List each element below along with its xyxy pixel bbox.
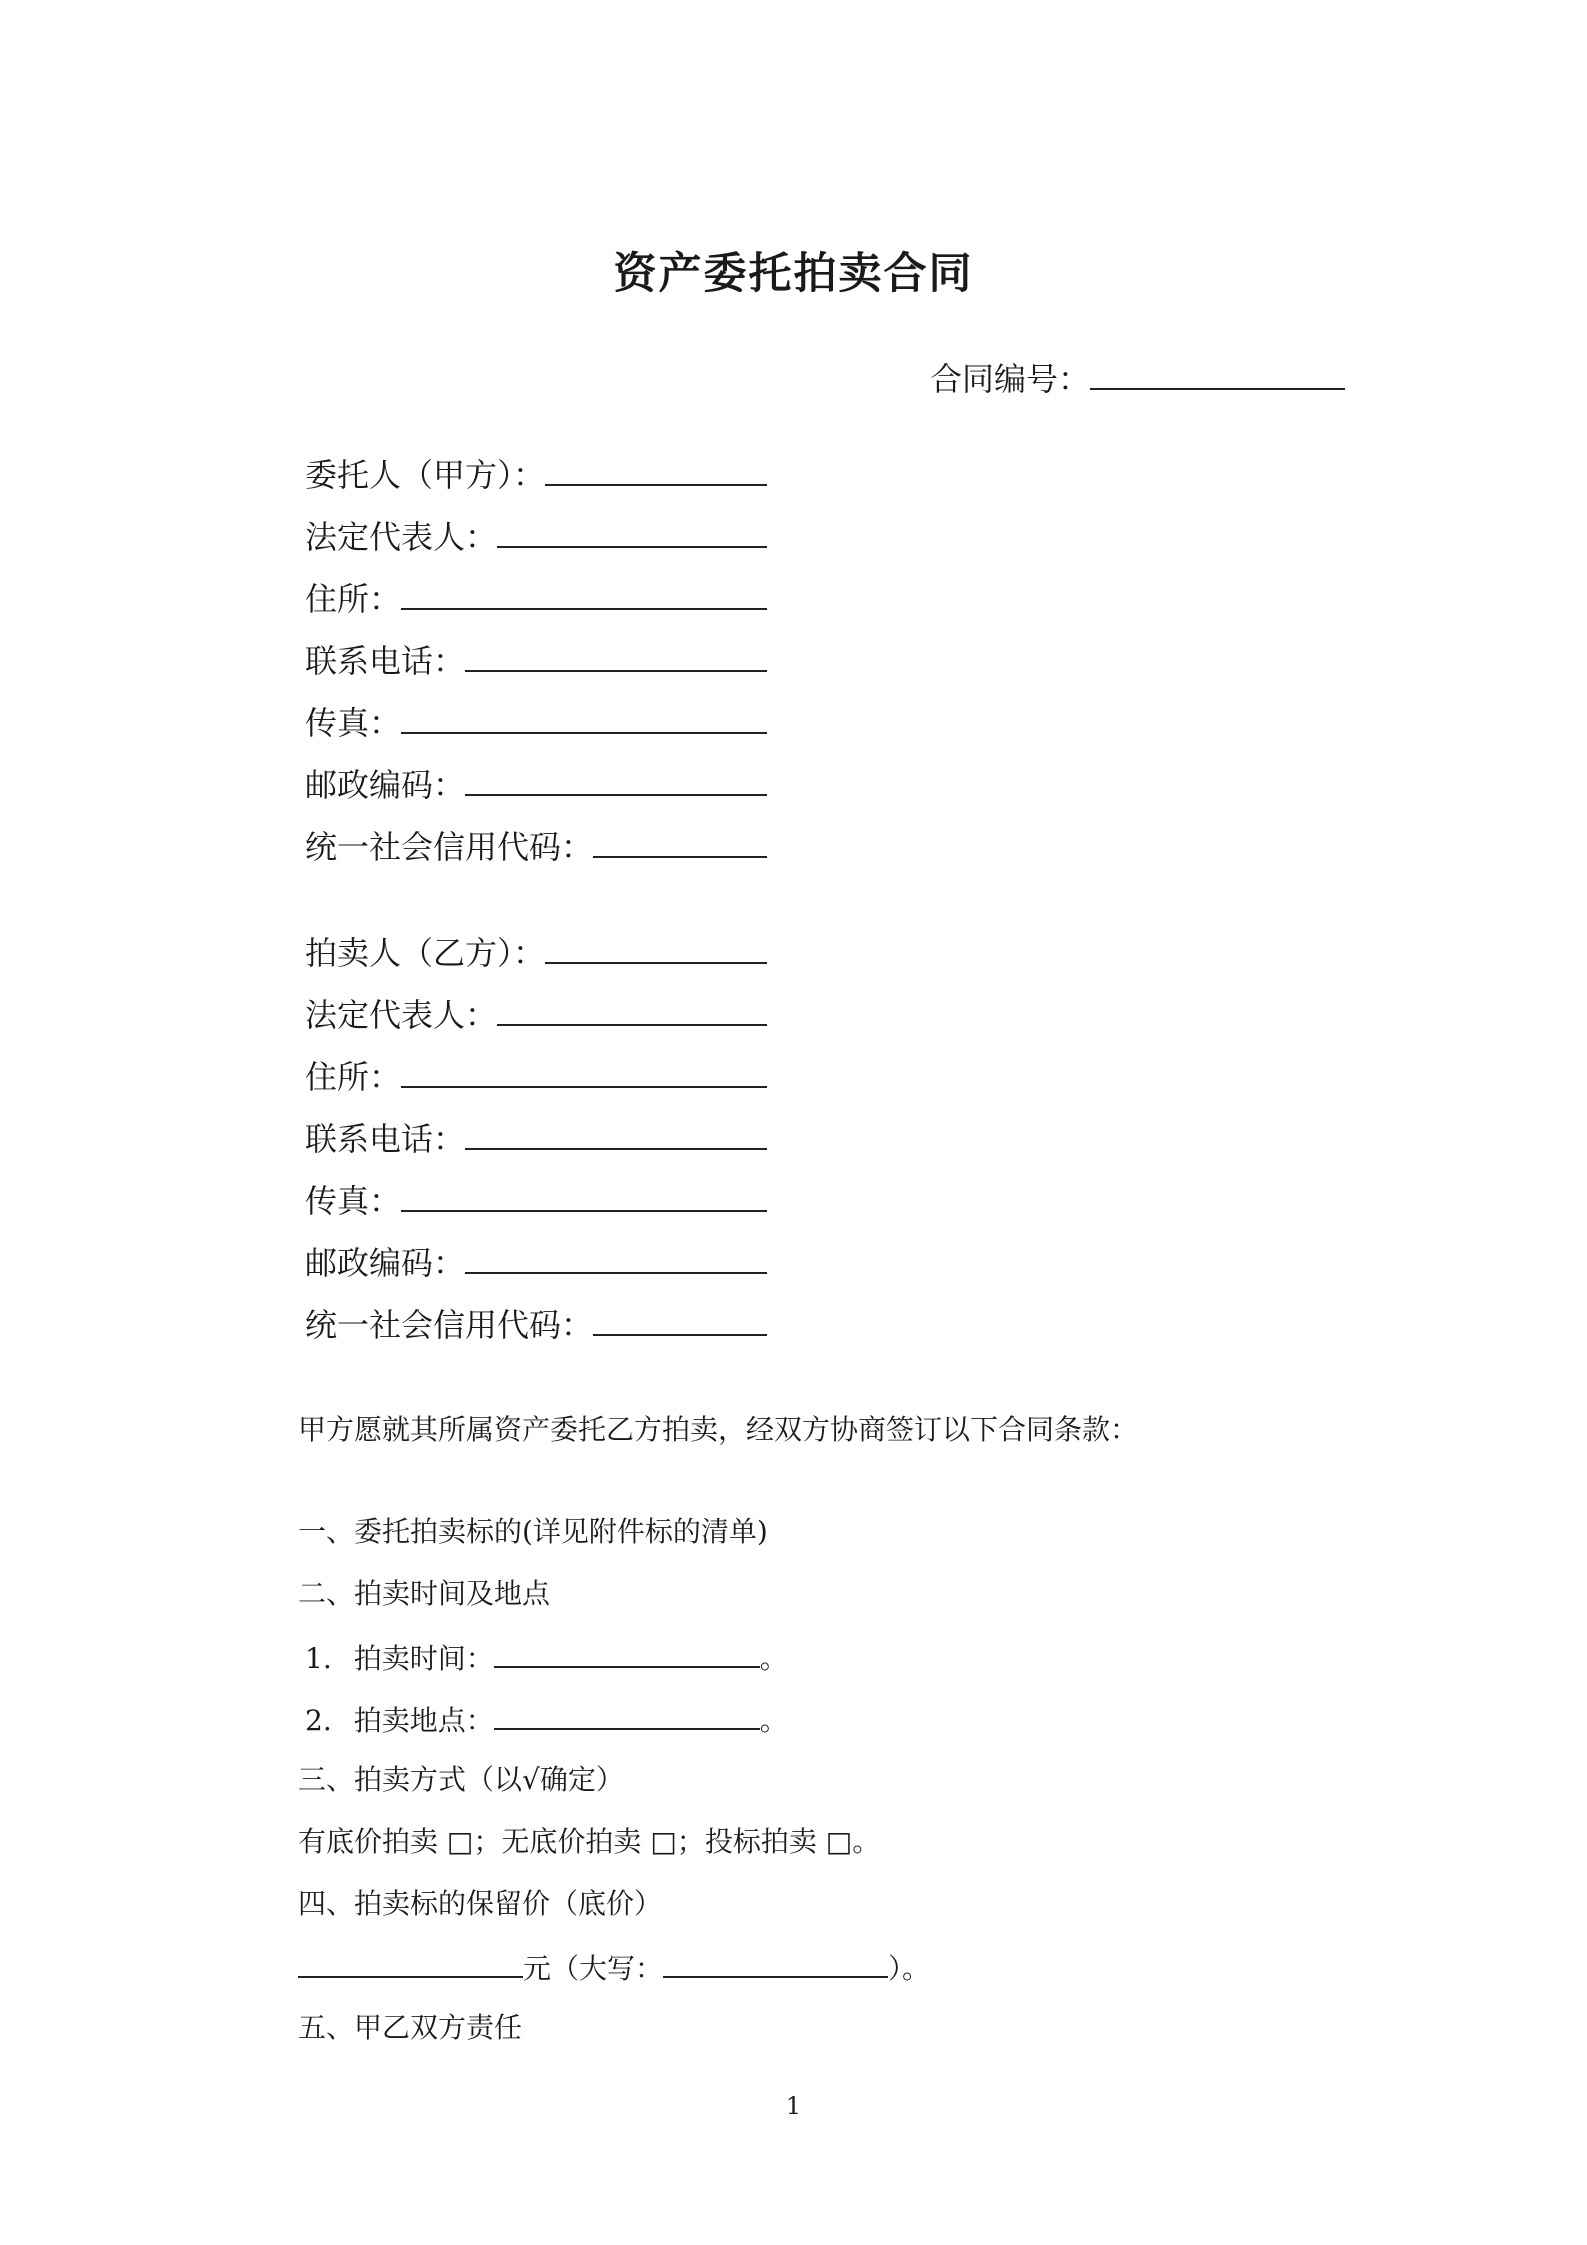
party-b-phone-blank[interactable]: [465, 1112, 767, 1150]
party-a-credit-code-blank[interactable]: [593, 820, 767, 858]
closing-mark: ）。: [888, 1952, 931, 1985]
party-b-postcode-blank[interactable]: [465, 1236, 767, 1274]
field-label: 住所：: [305, 1058, 402, 1096]
field-label: 统一社会信用代码：: [305, 828, 594, 866]
list-number: 1.: [305, 1642, 332, 1675]
option-reserve-checkbox[interactable]: □: [446, 1825, 474, 1858]
party-b-fax-blank[interactable]: [401, 1174, 767, 1212]
auction-place-label: 拍卖地点：: [353, 1704, 494, 1737]
party-b-credit-code-row: [305, 1298, 767, 1347]
party-b-postcode-row: [305, 1236, 767, 1285]
auction-time-label: 拍卖时间：: [353, 1642, 494, 1675]
period-mark: 。: [852, 1825, 881, 1858]
separator: ；: [473, 1825, 502, 1858]
option-tender-label: 投标拍卖: [704, 1825, 817, 1858]
period-mark: 。: [759, 1642, 788, 1675]
party-b-representative-row: [305, 988, 767, 1037]
option-no-reserve-label: 无底价拍卖: [501, 1825, 642, 1858]
section-2-heading: 二、拍卖时间及地点: [298, 1577, 551, 1610]
field-label: 联系电话：: [305, 642, 466, 680]
auction-place-blank[interactable]: [494, 1698, 760, 1730]
party-a-phone-row: [305, 634, 767, 683]
option-no-reserve-checkbox[interactable]: □: [650, 1825, 677, 1858]
party-a-postcode-blank[interactable]: [465, 758, 767, 796]
separator: ；: [676, 1825, 705, 1858]
reserve-price-amount-blank[interactable]: [298, 1946, 523, 1978]
section-3-heading: 三、拍卖方式（以√确定）: [298, 1763, 624, 1796]
period-mark: 。: [759, 1704, 788, 1737]
page-number: 1: [785, 2092, 802, 2120]
auction-place-row: [305, 1698, 788, 1741]
party-a-fax-blank[interactable]: [401, 696, 767, 734]
party-b-name-row: [305, 926, 767, 975]
auction-time-row: [305, 1636, 788, 1679]
reserve-price-row: [298, 1946, 930, 1989]
field-label: 法定代表人：: [305, 996, 498, 1034]
party-a-name-blank[interactable]: [545, 448, 767, 486]
contract-number-label: 合同编号：: [930, 360, 1091, 398]
field-label: 邮政编码：: [305, 766, 466, 804]
party-b-address-blank[interactable]: [401, 1050, 767, 1088]
party-a-address-blank[interactable]: [401, 572, 767, 610]
reserve-price-yuan-label: 元（大写：: [523, 1952, 664, 1985]
contract-number-blank[interactable]: [1090, 352, 1345, 390]
option-reserve-label: 有底价拍卖: [298, 1825, 439, 1858]
party-a-representative-row: [305, 510, 767, 559]
option-tender-checkbox[interactable]: □: [825, 1825, 853, 1858]
reserve-price-uppercase-blank[interactable]: [663, 1946, 888, 1978]
list-number: 2.: [305, 1704, 332, 1737]
field-label: 委托人（甲方）：: [305, 456, 546, 494]
party-b-phone-row: [305, 1112, 767, 1161]
intro-paragraph: 甲方愿就其所属资产委托乙方拍卖，经双方协商签订以下合同条款：: [298, 1413, 1139, 1446]
section-1-heading: 一、委托拍卖标的(详见附件标的清单): [298, 1515, 768, 1548]
party-b-name-blank[interactable]: [545, 926, 767, 964]
party-a-postcode-row: [305, 758, 767, 807]
party-a-address-row: [305, 572, 767, 621]
party-b-address-row: [305, 1050, 767, 1099]
section-4-heading: 四、拍卖标的保留价（底价）: [298, 1887, 663, 1920]
auction-method-options: [298, 1822, 880, 1862]
party-b-fax-row: [305, 1174, 767, 1223]
field-label: 住所：: [305, 580, 402, 618]
section-5-heading: 五、甲乙双方责任: [298, 2011, 523, 2044]
field-label: 法定代表人：: [305, 518, 498, 556]
field-label: 统一社会信用代码：: [305, 1306, 594, 1344]
party-a-phone-blank[interactable]: [465, 634, 767, 672]
party-a-name-row: [305, 448, 767, 497]
field-label: 传真：: [305, 704, 402, 742]
party-a-credit-code-row: [305, 820, 767, 869]
party-b-credit-code-blank[interactable]: [593, 1298, 767, 1336]
contract-number-row: [930, 352, 1345, 401]
party-a-representative-blank[interactable]: [497, 510, 767, 548]
party-b-representative-blank[interactable]: [497, 988, 767, 1026]
document-title: 资产委托拍卖合同: [613, 249, 974, 299]
field-label: 传真：: [305, 1182, 402, 1220]
field-label: 邮政编码：: [305, 1244, 466, 1282]
auction-time-blank[interactable]: [494, 1636, 760, 1668]
field-label: 拍卖人（乙方）：: [305, 934, 546, 972]
party-a-fax-row: [305, 696, 767, 745]
field-label: 联系电话：: [305, 1120, 466, 1158]
